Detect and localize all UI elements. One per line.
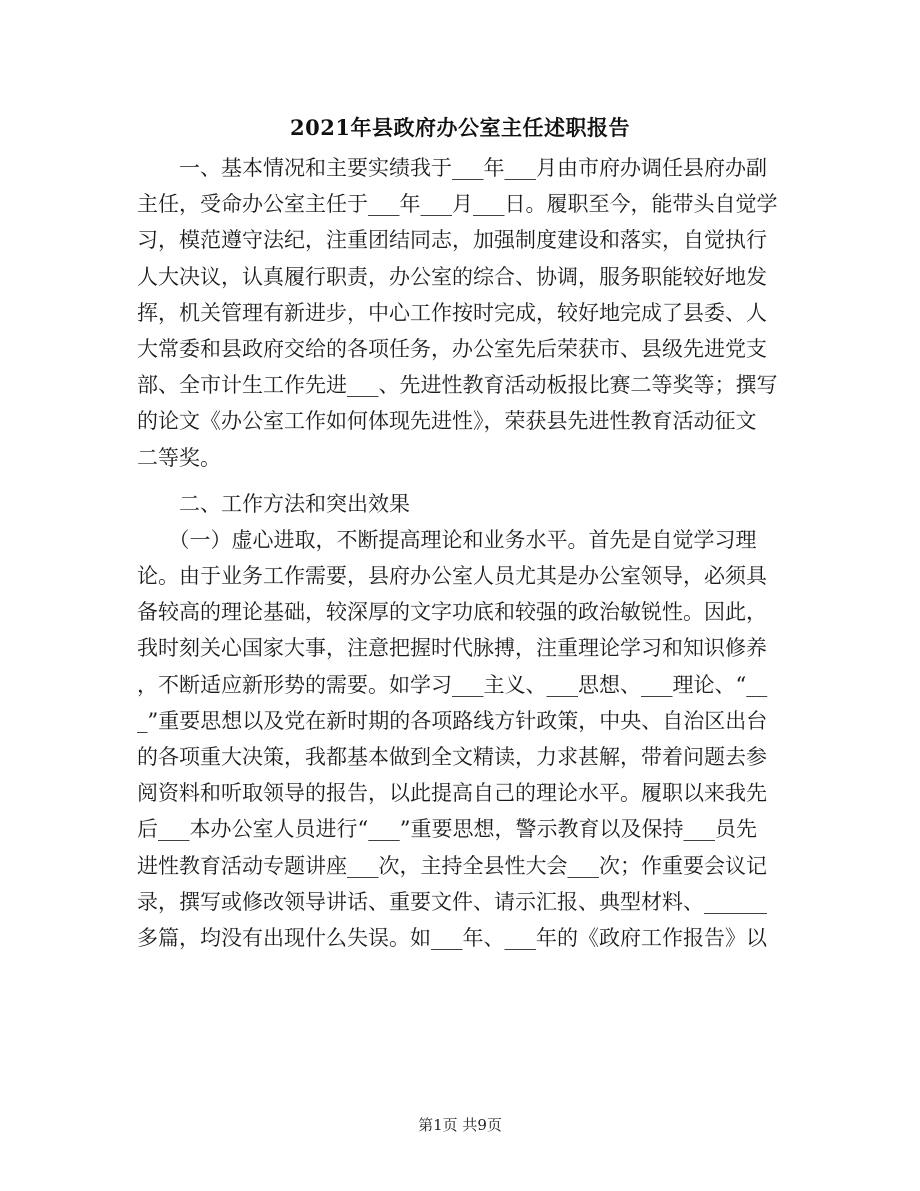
paragraph-basic-situation <box>137 150 777 476</box>
text-line: 备较高的理论基础，较深厚的文字功底和较强的政治敏锐性。因此， <box>137 600 767 625</box>
text-line: ，不断适应新形势的需要。如学习___主义、___思想、___理论、“__ <box>137 672 768 697</box>
text-line: 的论文《办公室工作如何体现先进性》，荣获县先进性教育活动征文 <box>137 409 757 434</box>
text-line: 的各项重大决策，我都基本做到全文精读，力求甚解，带着问题去参 <box>137 745 767 769</box>
text-line: 阅资料和听取领导的报告，以此提高自己的理论水平。履职以来我先 <box>137 781 767 806</box>
text-line: 人大决议，认真履行职责，办公室的综合、协调，服务职能较好地发 <box>137 264 767 289</box>
paragraph-work-methods <box>137 522 777 956</box>
text-line: 一、基本情况和主要实绩我于___年___月由市府办调任县府办副 <box>137 156 767 180</box>
section-heading: 二、工作方法和突出效果 <box>137 491 410 516</box>
text-line: 部、全市计生工作先进___、先进性教育活动板报比赛二等奖等；撰写 <box>137 373 778 398</box>
paragraph-spacer <box>137 476 777 486</box>
document-title: 2021年县政府办公室主任述职报告 <box>290 115 630 140</box>
text-line: _”重要思想以及党在新时期的各项路线方针政策，中央、自治区出台 <box>137 708 768 733</box>
text-line: 多篇，均没有出现什么失误。如___年、___年的《政府工作报告》以 <box>137 925 767 950</box>
text-line: 论。由于业务工作需要，县府办公室人员尤其是办公室领导，必须具 <box>137 564 767 589</box>
text-line: 我时刻关心国家大事，注意把握时代脉搏，注重理论学习和知识修养 <box>137 636 767 661</box>
text-line: 挥，机关管理有新进步，中心工作按时完成，较好地完成了县委、人 <box>137 300 767 325</box>
text-line: （一）虚心进取，不断提高理论和业务水平。首先是自觉学习理 <box>137 527 757 552</box>
text-line: 进性教育活动专题讲座___次，主持全县性大会___次；作重要会议记 <box>137 853 767 878</box>
text-line: 二等奖。 <box>137 445 221 470</box>
text-line: 主任，受命办公室主任于___年___月___日。履职至今，能带头自觉学 <box>137 192 778 217</box>
text-line: 大常委和县政府交给的各项任务，办公室先后荣获市、县级先进党支 <box>137 336 767 361</box>
text-line: 后___本办公室人员进行“___”重要思想，警示教育以及保持___员先 <box>137 817 757 842</box>
text-line: 习，模范遵守法纪，注重团结同志，加强制度建设和落实，自觉执行 <box>137 228 767 253</box>
page-footer: 第1页 共9页 <box>418 1116 502 1134</box>
document-body <box>137 150 777 956</box>
text-line: 录，撰写或修改领导讲话、重要文件、请示汇报、典型材料、______ <box>137 889 767 914</box>
